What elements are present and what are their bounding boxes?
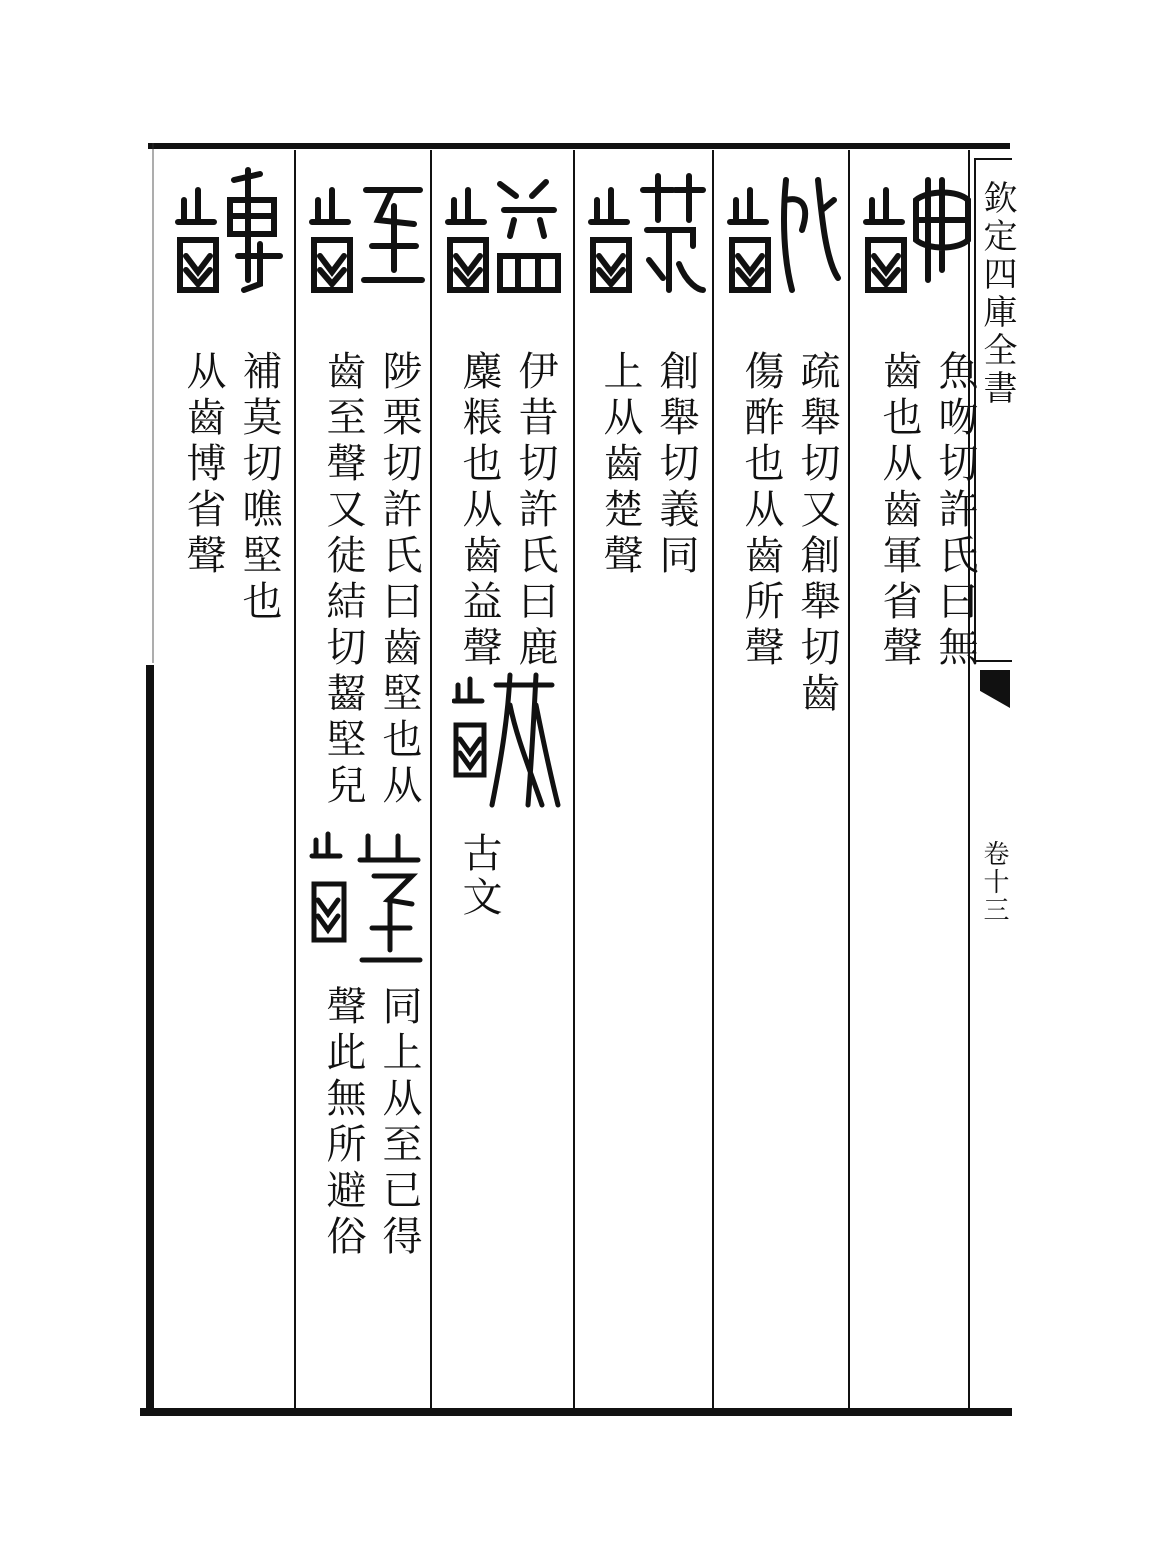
annotation-line: 伊昔切許氏曰鹿 xyxy=(512,350,558,672)
top-border-rule xyxy=(148,143,1010,149)
dictionary-entry xyxy=(850,160,990,1400)
variant-seal-glyph xyxy=(308,820,428,970)
volume-number: 卷十三 xyxy=(979,840,1009,924)
book-title: 欽定四庫全書 xyxy=(977,180,1017,408)
ancient-form-label: 古文 xyxy=(456,832,502,920)
dictionary-entry xyxy=(714,160,854,1400)
seal-script-glyph xyxy=(858,160,982,300)
dictionary-entry xyxy=(432,160,572,1400)
annotation-line: 魚吻切許氏曰無 xyxy=(932,350,978,672)
seal-script-glyph xyxy=(164,160,288,300)
annotation-line: 傷酢也从齒所聲 xyxy=(738,350,784,672)
annotation-line: 从齒博省聲 xyxy=(180,350,226,580)
seal-script-glyph xyxy=(304,160,428,300)
annotation-line: 補莫切噍堅也 xyxy=(236,350,282,626)
annotation-line: 疏舉切又創舉切齒 xyxy=(794,350,840,718)
left-border-rule xyxy=(146,665,154,1415)
annotation-line: 陟栗切許氏曰齒堅也从 xyxy=(376,350,422,810)
seal-script-glyph xyxy=(440,160,564,300)
dictionary-entry xyxy=(156,160,296,1400)
annotation-line: 上从齒楚聲 xyxy=(597,350,643,580)
annotation-line: 聲此無所避俗 xyxy=(320,985,366,1261)
bottom-border-rule xyxy=(140,1408,1012,1416)
seal-script-glyph xyxy=(583,160,707,300)
annotation-line: 同上从至已得 xyxy=(376,985,422,1261)
dictionary-entry xyxy=(296,160,436,1400)
dictionary-entry xyxy=(575,160,715,1400)
annotation-line: 齒至聲又徒結切齧堅兒 xyxy=(320,350,366,810)
left-border-faint xyxy=(152,143,154,663)
annotation-line: 齒也从齒軍省聲 xyxy=(876,350,922,672)
annotation-line: 創舉切義同 xyxy=(653,350,699,580)
annotation-line: 麋粻也从齒益聲 xyxy=(456,350,502,672)
ancient-form-glyph xyxy=(452,665,562,815)
seal-script-glyph xyxy=(722,160,846,300)
